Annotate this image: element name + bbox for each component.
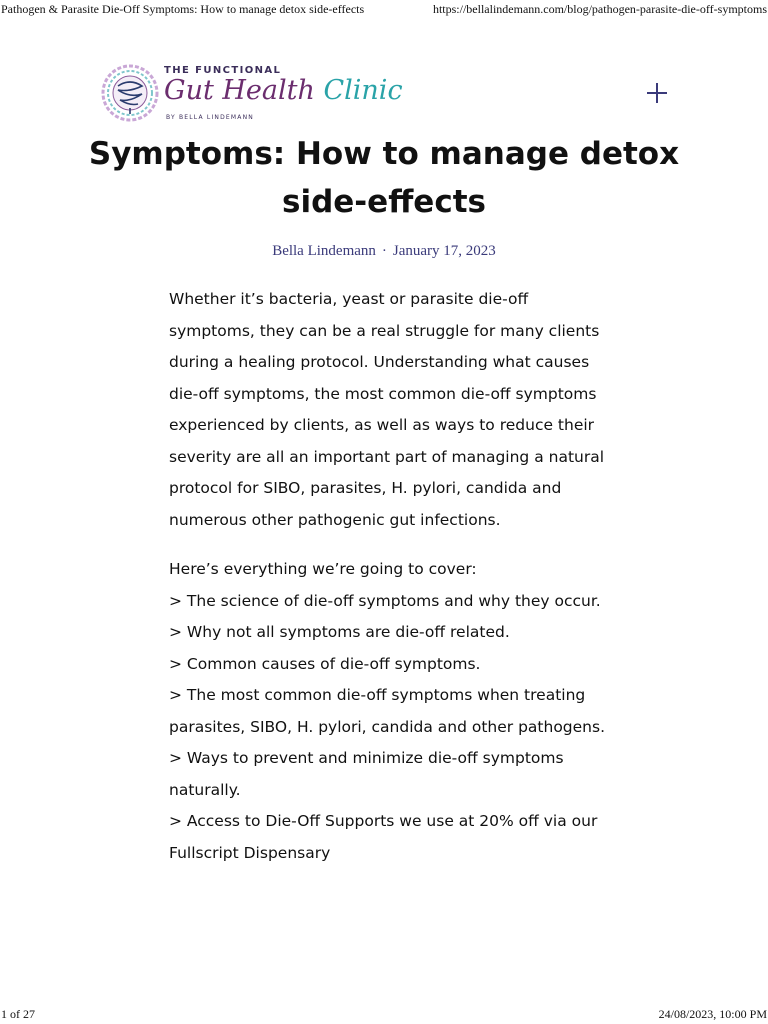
article-byline [0,243,768,260]
toc-section [169,554,609,869]
print-page-url: https://bellalindemann.com/blog/pathogen-parasite-die-off-symptoms [432,2,767,16]
site-logo[interactable] [100,62,403,124]
toc-item: > Ways to prevent and minimize die-off symptoms naturally. [169,749,564,799]
gut-mandala-icon [100,62,160,124]
logo-wordmark-gut-health: Gut Health [164,75,315,106]
article-body [169,284,609,869]
print-header [0,0,768,18]
toc-heading: Here’s everything we’re going to cover: [169,560,477,578]
byline-separator: · [381,243,387,259]
intro-paragraph: Whether it’s bacteria, yeast or parasite die-off symptoms, they can be a real struggle for many clients during a healing protocol. Understanding what causes die-off symptoms, the most common die-off symptoms experienced by clients, as well as ways to reduce their severity are all an important part of managing a natural protocol for SIBO, parasites, H. pylori, candida and numerous other pathogenic gut infections. [169,290,605,529]
toc-item: > Access to Die-Off Supports we use at 20% off via our Fullscript Dispensary [169,812,598,862]
print-page-number: 1 of 27 [1,1007,35,1021]
toc-item: > Common causes of die-off symptoms. [169,654,481,673]
toc-item: > Why not all symptoms are die-off related. [169,623,510,641]
author-link[interactable]: Bella Lindemann [272,243,376,259]
plus-icon [646,82,668,104]
toc-item: > The most common die-off symptoms when treating parasites, SIBO, H. pylori, candida and other pathogens. [169,686,606,736]
logo-wordmark-clinic: Clinic [323,75,403,106]
print-footer [0,1006,768,1024]
article-title: Symptoms: How to manage detox side-effects [88,136,680,220]
toc-item: > The science of die-off symptoms and why they occur. [169,591,601,610]
logo-tagline-top: THE FUNCTIONAL [164,65,282,76]
menu-toggle-button[interactable] [646,82,668,104]
logo-byline: BY BELLA LINDEMANN [166,114,254,121]
print-page-title: Pathogen & Parasite Die-Off Symptoms: How to manage detox side-effects [1,2,365,16]
print-datetime: 24/08/2023, 10:00 PM [658,1007,767,1021]
publish-date: January 17, 2023 [392,243,496,259]
logo-wordmark [164,76,403,106]
site-header [100,62,680,124]
